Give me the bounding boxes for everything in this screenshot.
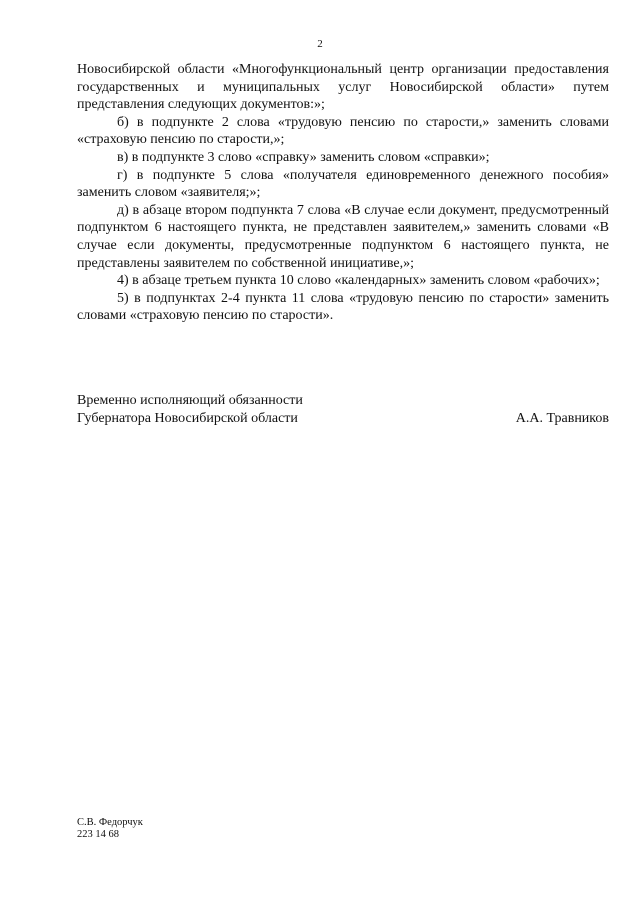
paragraph-item-b: б) в подпункте 2 слова «трудовую пенсию по старости,» заменить словами «страховую пенсию по старости,»;: [77, 114, 609, 148]
executor-phone: 223 14 68: [77, 829, 119, 840]
executor-info: [77, 817, 143, 841]
signer-position-line1: Временно исполняющий обязанности: [77, 393, 303, 408]
signer-position-line2: Губернатора Новосибирской области: [77, 411, 298, 426]
page-number: 2: [317, 38, 323, 50]
paragraph-item-d: д) в абзаце втором подпункта 7 слова «В случае если документ, предусмотренный подпунктом 6 настоящего пункта, не представлен заявителем,» заменить словами «В случае если документы, предусмотренные подпунктом 6 настоящего пункта, не представлены заявителем по собственной инициативе,»;: [77, 202, 609, 271]
executor-name: С.В. Федорчук: [77, 817, 143, 828]
signer-name: А.А. Травников: [515, 411, 609, 426]
signature-block: [77, 392, 609, 428]
signature-row: [77, 410, 609, 428]
paragraph-item-g: г) в подпункте 5 слова «получателя единовременного денежного пособия» заменить словом «заявителя;»;: [77, 167, 609, 201]
paragraph-continuation: Новосибирской области «Многофункциональный центр организации предоставления государственных и муниципальных услуг Новосибирской области» путем представления следующих документов:»;: [77, 62, 609, 113]
paragraph-item-4: 4) в абзаце третьем пункта 10 слово «календарных» заменить словом «рабочих»;: [117, 273, 600, 289]
document-body: [77, 61, 609, 325]
paragraph-item-5: 5) в подпунктах 2-4 пункта 11 слова «трудовую пенсию по старости» заменить словами «страховую пенсию по старости».: [77, 290, 609, 324]
paragraph-item-v: в) в подпункте 3 слово «справку» заменить словом «справки»;: [117, 149, 490, 165]
